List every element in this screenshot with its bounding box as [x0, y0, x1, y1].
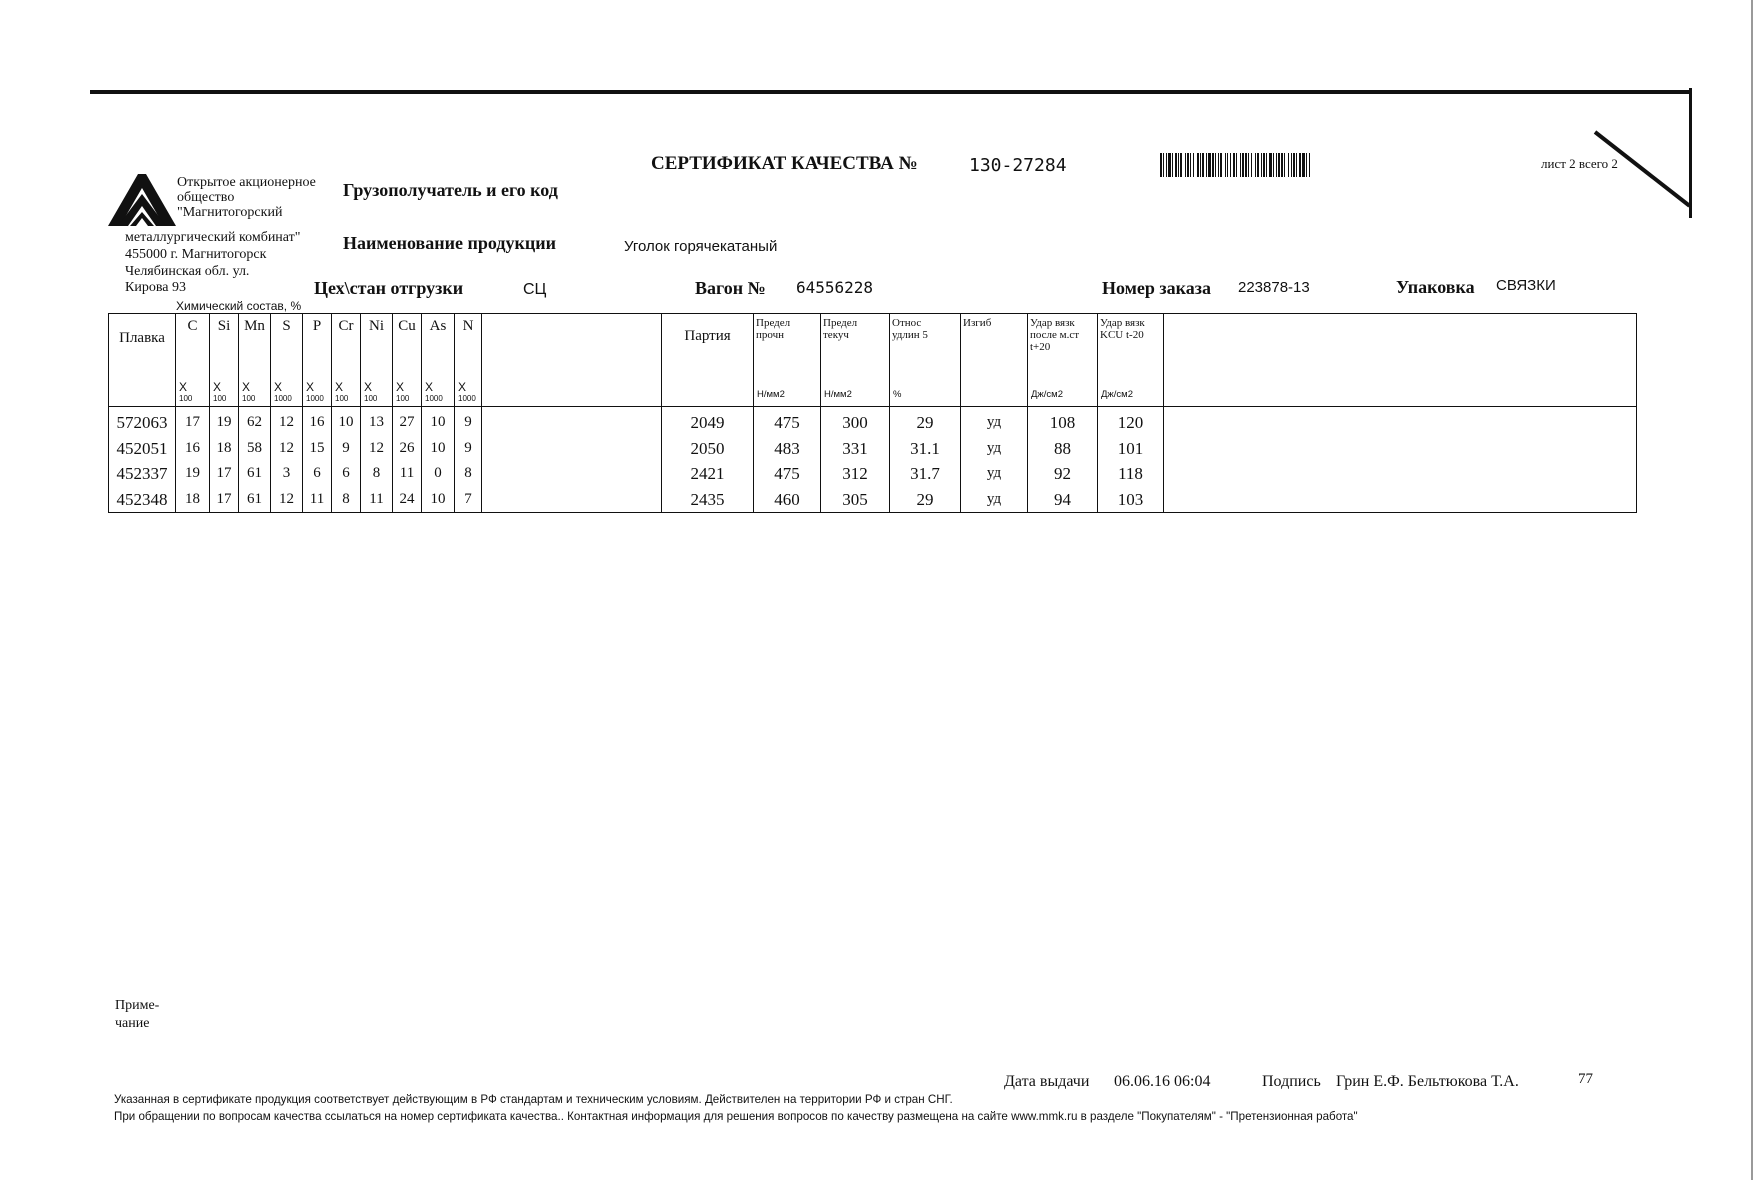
multiplier-x: X: [364, 380, 373, 394]
mech-header-unit: %: [893, 389, 902, 400]
chem-caption: Химический состав, %: [176, 299, 302, 313]
element-multiplier: [213, 382, 226, 404]
heat-header: Плавка: [119, 330, 165, 346]
heat-values: [109, 407, 175, 512]
element-symbol: Mn: [244, 318, 265, 334]
chem-cr-value: 6: [342, 465, 350, 481]
mech-1-value: 300: [842, 413, 868, 432]
mmk-logo-icon: [108, 174, 176, 226]
element-multiplier: [458, 382, 476, 404]
chem-n-column: [455, 407, 482, 513]
multiplier-x: X: [458, 380, 467, 394]
mech-header-unit: Дж/см2: [1101, 389, 1133, 400]
chem-n-values: [455, 407, 481, 512]
mech-4-value: 92: [1054, 464, 1071, 483]
certificate-number: 130-27284: [969, 155, 1067, 176]
chem-cu-value: 11: [399, 465, 415, 481]
mech-3-values: [961, 407, 1027, 512]
multiplier-factor: 100: [396, 394, 410, 403]
mech-0-column: [754, 407, 821, 513]
disclaimer-line-1: Указанная в сертификате продукция соответствует действующим в РФ стандартам и техническим условиям. Действителен на территории РФ и стран СНГ.: [114, 1093, 953, 1106]
mech-5-value: 120: [1117, 413, 1144, 432]
mech-3-value: уд: [986, 439, 1002, 456]
chem-as-value: 10: [430, 414, 446, 430]
mech-header-unit: Н/мм2: [824, 389, 852, 400]
element-symbol: Cu: [398, 318, 416, 334]
chem-p-column: [303, 407, 332, 513]
mech-header-line: KCU t-20: [1100, 329, 1144, 341]
mech-2-value: 31.1: [910, 438, 940, 458]
multiplier-x: X: [274, 380, 283, 394]
chem-cr-values: [332, 407, 360, 512]
mech-3-value: уд: [986, 490, 1002, 507]
certificate-table: [108, 313, 1637, 513]
mech-2-column: [890, 407, 961, 513]
mech-5-value: 103: [1117, 489, 1144, 509]
chem-ni-column: [361, 407, 393, 513]
heat-value: 452051: [116, 438, 168, 458]
chem-as-value: 10: [430, 439, 446, 456]
chem-c-column: [176, 407, 210, 513]
mech-3-value: уд: [986, 465, 1002, 481]
chem-c-value: 18: [185, 490, 200, 507]
org-line-3: "Магнитогорский: [177, 205, 283, 220]
chem-mn-value: 58: [247, 439, 262, 456]
table-header-row: [109, 314, 1637, 407]
certificate-title: СЕРТИФИКАТ КАЧЕСТВА №: [651, 153, 918, 174]
element-header-cell: [303, 314, 332, 407]
barcode-icon: [1160, 153, 1412, 177]
chem-ni-values: [361, 407, 392, 512]
element-header-cell: [393, 314, 422, 407]
chem-s-value: 12: [279, 439, 294, 456]
mech-header-label: [890, 314, 960, 341]
mech-0-value: 475: [774, 464, 800, 483]
chem-as-values: [422, 407, 454, 512]
mech-0-value: 475: [774, 413, 800, 432]
mech-header-line: Удар вязк: [1030, 317, 1075, 329]
element-symbol: N: [462, 318, 474, 334]
chem-c-value: 19: [185, 465, 200, 481]
mech-header-label: [961, 314, 1027, 329]
chem-as-column: [422, 407, 455, 513]
mech-3-value: уд: [986, 414, 1002, 430]
element-symbol: S: [282, 318, 291, 334]
chem-s-column: [271, 407, 303, 513]
element-header-cell: [361, 314, 393, 407]
multiplier-x: X: [425, 380, 434, 394]
element-header-cell: [176, 314, 210, 407]
chem-cr-value: 10: [338, 414, 354, 430]
mech-1-column: [821, 407, 890, 513]
multiplier-factor: 100: [335, 394, 349, 403]
blank-data-column-right: [1164, 407, 1637, 513]
mech-header-line: текуч: [823, 329, 849, 341]
element-symbol: C: [187, 318, 198, 334]
batch-header: Партия: [684, 328, 731, 344]
chem-cu-value: 27: [399, 414, 415, 430]
address-line-3: Кирова 93: [125, 280, 186, 295]
chem-si-value: 17: [216, 490, 232, 507]
top-border-rule: [90, 90, 1692, 94]
mech-2-value: 29: [916, 413, 934, 432]
mech-1-values: [821, 407, 889, 512]
multiplier-factor: 100: [242, 394, 256, 403]
mech-header-cell: [821, 314, 890, 407]
chem-n-value: 8: [464, 465, 472, 481]
notes-label-line-1: Приме-: [115, 998, 160, 1013]
heat-value: 572063: [116, 413, 168, 432]
mech-header-line: t+20: [1030, 341, 1051, 353]
multiplier-x: X: [306, 380, 315, 394]
mech-header-label: [1098, 314, 1163, 341]
blank-data-column: [482, 407, 662, 513]
chem-as-value: 10: [430, 490, 446, 507]
packing-value: СВЯЗКИ: [1496, 277, 1556, 294]
mech-4-value: 94: [1054, 489, 1071, 509]
issue-date-value: 06.06.16 06:04: [1114, 1073, 1211, 1090]
mech-0-value: 460: [774, 489, 800, 509]
multiplier-x: X: [396, 380, 405, 394]
chem-ni-value: 13: [369, 414, 384, 430]
mech-2-value: 29: [916, 489, 934, 509]
batch-values: [662, 407, 753, 512]
chem-cu-value: 26: [399, 439, 415, 456]
batch-header-cell: [662, 314, 754, 407]
table-data-block: [109, 407, 1637, 513]
mech-2-value: 31.7: [910, 464, 940, 483]
heat-value: 452337: [116, 464, 168, 483]
chem-ni-value: 12: [369, 439, 384, 456]
notes-label-line-2: чание: [115, 1016, 150, 1031]
wagon-value: 64556228: [796, 278, 874, 297]
chem-c-value: 16: [185, 439, 200, 456]
mech-header-unit: Н/мм2: [757, 389, 785, 400]
heat-column: [109, 407, 176, 513]
element-header-cell: [271, 314, 303, 407]
multiplier-x: X: [213, 380, 222, 394]
multiplier-factor: 100: [179, 394, 193, 403]
chem-s-values: [271, 407, 302, 512]
element-header-cell: [210, 314, 239, 407]
mech-header-line: Относ: [892, 317, 922, 329]
chem-ni-value: 11: [369, 490, 384, 507]
mech-5-value: 101: [1117, 438, 1144, 458]
multiplier-factor: 1000: [306, 394, 324, 403]
multiplier-x: X: [335, 380, 344, 394]
element-symbol: Si: [217, 318, 231, 334]
mech-header-line: удлин 5: [892, 329, 928, 341]
chem-s-value: 3: [282, 465, 291, 481]
page-edge-line: [1751, 0, 1753, 1180]
mech-header-label: [821, 314, 889, 341]
order-label: Номер заказа: [1102, 278, 1211, 298]
element-multiplier: [242, 382, 255, 404]
chem-p-value: 15: [309, 439, 325, 456]
chem-c-values: [176, 407, 209, 512]
multiplier-factor: 1000: [458, 394, 476, 403]
mech-header-unit: Дж/см2: [1031, 389, 1063, 400]
multiplier-x: X: [242, 380, 251, 394]
chem-s-value: 12: [279, 490, 294, 507]
mech-5-column: [1098, 407, 1164, 513]
chem-p-value: 6: [313, 465, 321, 481]
chem-cr-value: 8: [342, 490, 350, 507]
issue-date-label: Дата выдачи: [1004, 1073, 1090, 1090]
mech-1-value: 331: [842, 438, 868, 458]
shop-value: СЦ: [523, 281, 547, 298]
chem-mn-value: 61: [247, 465, 262, 481]
chem-si-column: [210, 407, 239, 513]
chem-si-value: 18: [216, 439, 232, 456]
heat-value: 452348: [116, 489, 168, 509]
batch-value: 2050: [690, 438, 725, 458]
blank-header-cell: [482, 314, 662, 407]
chem-as-value: 0: [434, 465, 442, 481]
batch-value: 2435: [690, 489, 725, 509]
signature-label: Подпись: [1262, 1073, 1321, 1090]
wagon-label: Вагон №: [695, 278, 766, 298]
mech-4-value: 88: [1054, 438, 1071, 458]
element-multiplier: [335, 382, 348, 404]
element-symbol: As: [429, 318, 447, 334]
element-multiplier: [396, 382, 409, 404]
mech-header-cell: [961, 314, 1028, 407]
chem-cr-column: [332, 407, 361, 513]
batch-value: 2049: [690, 413, 725, 432]
product-value: Уголок горячекатаный: [624, 238, 778, 255]
mech-2-values: [890, 407, 960, 512]
element-header-cell: [422, 314, 455, 407]
chem-cu-column: [393, 407, 422, 513]
heat-header-cell: [109, 314, 176, 407]
org-line-1: Открытое акционерное: [177, 175, 316, 190]
blank-header-cell-right: [1164, 314, 1637, 407]
chem-si-values: [210, 407, 238, 512]
mech-header-line: после м.ст: [1030, 329, 1080, 341]
mech-header-line: Предел: [756, 317, 791, 329]
sheet-indicator: лист 2 всего 2: [1541, 156, 1618, 171]
mech-4-values: [1028, 407, 1097, 512]
mech-0-value: 483: [774, 438, 800, 458]
chem-mn-values: [239, 407, 270, 512]
multiplier-factor: 1000: [425, 394, 443, 403]
mech-header-line: Удар вязк: [1100, 317, 1145, 329]
mech-3-column: [961, 407, 1028, 513]
chem-mn-value: 62: [247, 414, 262, 430]
consignee-label: Грузополучатель и его код: [343, 180, 558, 200]
chem-mn-column: [239, 407, 271, 513]
org-line-4: металлургический комбинат": [125, 230, 301, 245]
mech-header-line: Предел: [823, 317, 858, 329]
batch-column: [662, 407, 754, 513]
element-multiplier: [425, 382, 443, 404]
product-label: Наименование продукции: [343, 233, 556, 253]
element-multiplier: [179, 382, 192, 404]
element-header-cell: [239, 314, 271, 407]
element-header-cell: [332, 314, 361, 407]
chem-cu-value: 24: [399, 490, 415, 507]
multiplier-x: X: [179, 380, 188, 394]
chem-s-value: 12: [279, 414, 294, 430]
element-multiplier: [306, 382, 324, 404]
chem-ni-value: 8: [372, 465, 381, 481]
element-symbol: Ni: [369, 318, 384, 334]
multiplier-factor: 1000: [274, 394, 292, 403]
mech-5-values: [1098, 407, 1163, 512]
multiplier-factor: 100: [364, 394, 378, 403]
shop-label: Цех\стан отгрузки: [314, 278, 464, 298]
chem-n-value: 7: [464, 490, 472, 507]
element-multiplier: [274, 382, 292, 404]
mech-header-cell: [754, 314, 821, 407]
mech-header-cell: [1098, 314, 1164, 407]
element-multiplier: [364, 382, 377, 404]
chem-mn-value: 61: [247, 490, 262, 507]
chem-c-value: 17: [185, 414, 200, 430]
packing-label: Упаковка: [1396, 277, 1475, 297]
org-line-2: общество: [177, 190, 235, 205]
chem-cr-value: 9: [342, 439, 350, 456]
mech-0-values: [754, 407, 820, 512]
barcode-bar: [1310, 153, 1311, 177]
mech-1-value: 305: [842, 489, 868, 509]
element-symbol: Cr: [338, 318, 354, 334]
chem-p-value: 16: [309, 414, 325, 430]
multiplier-factor: 100: [213, 394, 227, 403]
batch-value: 2421: [690, 464, 725, 483]
mech-header-line: прочн: [756, 329, 785, 341]
mech-header-cell: [890, 314, 961, 407]
mech-4-value: 108: [1049, 413, 1076, 432]
element-header-cell: [455, 314, 482, 407]
chem-p-values: [303, 407, 331, 512]
chem-cu-values: [393, 407, 421, 512]
chem-si-value: 19: [216, 414, 232, 430]
address-line-1: 455000 г. Магнитогорск: [125, 247, 267, 262]
address-line-2: Челябинская обл. ул.: [125, 264, 250, 279]
chem-n-value: 9: [464, 439, 472, 456]
footer-code: 77: [1578, 1071, 1593, 1087]
order-value: 223878-13: [1238, 279, 1310, 296]
chem-si-value: 17: [216, 465, 232, 481]
mech-header-line: Изгиб: [963, 317, 992, 329]
chem-n-value: 9: [464, 414, 472, 430]
mech-5-value: 118: [1118, 464, 1143, 483]
element-symbol: P: [312, 318, 322, 334]
mech-4-column: [1028, 407, 1098, 513]
disclaimer-line-2: При обращении по вопросам качества ссылаться на номер сертификата качества.. Контактная информация для решения вопросов по качеству размещена на сайте www.mmk.ru в разделе "Покупателям" - "Претензионная работа": [114, 1110, 1358, 1123]
signature-value: Грин Е.Ф. Бельтюкова Т.А.: [1336, 1073, 1519, 1090]
chem-p-value: 11: [309, 490, 325, 507]
mech-header-label: [1028, 314, 1097, 353]
mech-header-label: [754, 314, 820, 341]
mech-1-value: 312: [842, 464, 868, 483]
mech-header-cell: [1028, 314, 1098, 407]
frame-right-border: [1689, 88, 1692, 218]
